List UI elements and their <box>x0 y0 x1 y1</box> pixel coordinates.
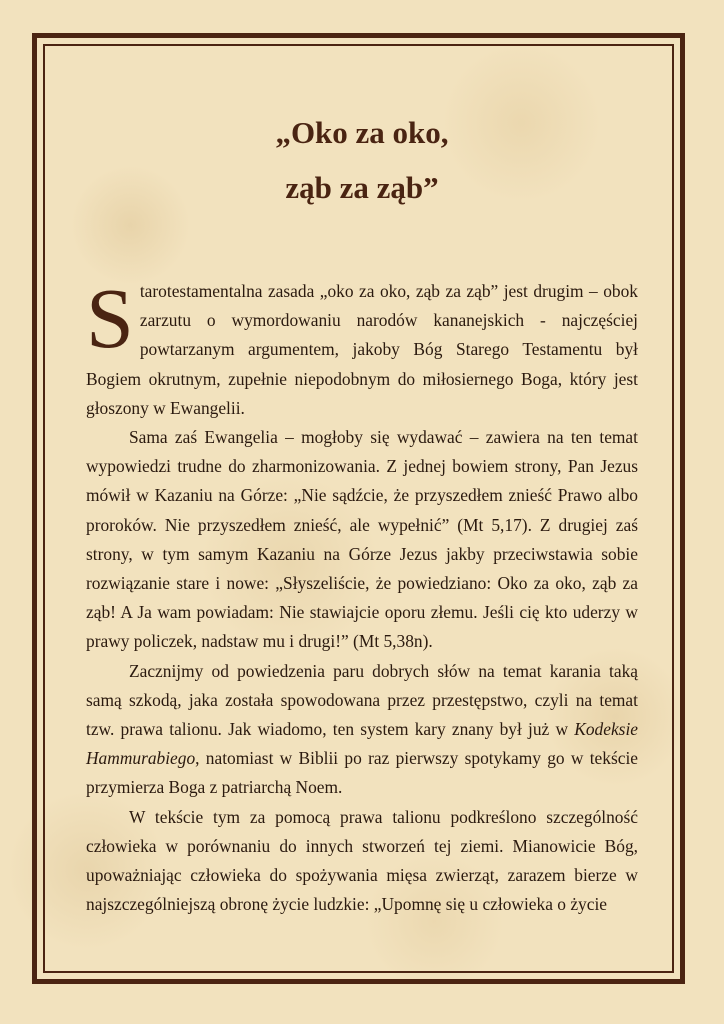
title-line-1: „Oko za oko, <box>275 115 449 150</box>
paragraph-1 <box>86 270 638 423</box>
paragraph-4: W tekście tym za pomocą prawa talionu podkreślono szczególność człowieka w porównaniu do innych stworzeń tej ziemi. Mianowicie Bóg, upoważniając człowieka do spożywania mięsa zwierząt, zarazem bierze w najszczególniejszą obronę życie ludzkie: „Upomnę się u człowieka o życie <box>86 806 638 915</box>
drop-cap: S <box>86 270 134 366</box>
paragraph-3-italic-title: Kodeksie Hammurabiego <box>86 719 638 769</box>
paragraph-2: Sama zaś Ewangelia – mogłoby się wydawać – zawiera na ten temat wypowiedzi trudne do zharmonizowania. Z jednej bowiem strony, Pan Jezus mówił w Kazaniu na Górze: „Nie sądźcie, że przyszedłem znieść Prawo albo proroków. Nie przyszedłem znieść, ale wypełnić” (Mt 5,17). Z drugiej zaś strony, w tym samym Kazaniu na Górze Jezus jakby przeciwstawia sobie rozwiązanie stare i nowe: „Słyszeliście, że powiedziano: Oko za oko, ząb za ząb! A Ja wam powiadam: Nie stawiajcie oporu złemu. Jeśli cię kto uderzy w prawy policzek, nadstaw mu i drugi!” (Mt 5,38n). <box>86 427 638 652</box>
paragraph-3-text-before: Zacznijmy od powiedzenia paru dobrych słów na temat karania taką samą szkodą, jaka została spowodowana przez przestępstwo, czyli na temat tzw. prawa talionu. Jak wiadomo, ten system kary znany był już w <box>86 660 638 740</box>
title-line-2: ząb za ząb” <box>285 170 439 205</box>
article-body <box>86 270 638 919</box>
paragraph-3 <box>86 657 638 803</box>
paragraph-3-text-after: , natomiast w Biblii po raz pierwszy spotykamy go w tekście przymierza Boga z patriarchą Noem. <box>86 748 638 798</box>
paragraph-1-text: tarotestamentalna zasada „oko za oko, ząb za ząb” jest drugim – obok zarzutu o wymordowaniu narodów kananejskich - najczęściej powtarzanym argumentem, jakoby Bóg Starego Testamentu był Bogiem okrutnym, zupełnie niepodobnym do miłosiernego Boga, który jest głoszony w Ewangelii. <box>86 281 638 418</box>
